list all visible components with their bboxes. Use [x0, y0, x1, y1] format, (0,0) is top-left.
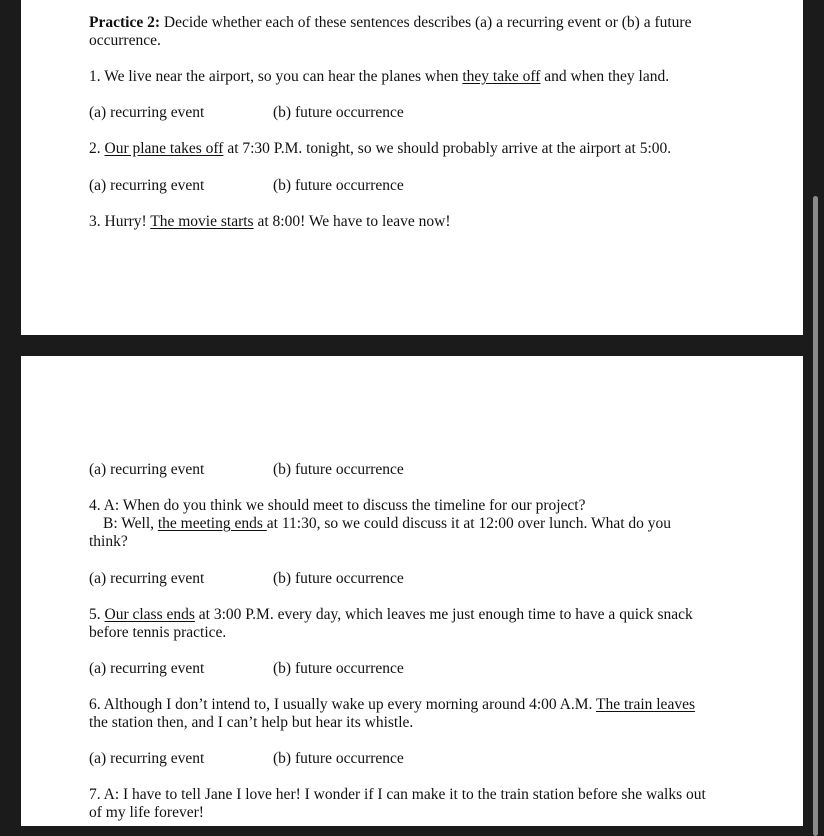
q4-option-a: (a) recurring event: [89, 570, 205, 587]
question-1-text-end: and when they land.: [540, 68, 670, 85]
question-1: [89, 68, 763, 86]
question-4-speaker-b: B: Well,: [103, 515, 158, 532]
question-4-underlined: the meeting ends: [157, 515, 267, 532]
q5-option-b: (b) future occurrence: [273, 660, 404, 677]
question-5: [89, 606, 763, 624]
question-6-line-2: the station then, and I can’t help but hear its whistle.: [89, 714, 414, 731]
q6-option-a: (a) recurring event: [89, 750, 205, 767]
q3-option-b: (b) future occurrence: [273, 461, 404, 478]
question-5-text: at 3:00 P.M. every day, which leaves me just enough time to have a quick snack: [194, 606, 693, 623]
instructions-text-continued: occurrence.: [89, 32, 161, 49]
q4-option-b: (b) future occurrence: [273, 570, 404, 587]
question-2: [89, 140, 763, 158]
q3-option-a: (a) recurring event: [89, 461, 205, 478]
question-7-line-1: 7. A: I have to tell Jane I love her! I wonder if I can make it to the train station before she walks out: [89, 786, 706, 803]
question-5-underlined: Our class ends: [104, 606, 195, 623]
q1-option-b: (b) future occurrence: [273, 104, 404, 121]
practice-title: Practice 2:: [89, 14, 160, 31]
question-5-number: 5.: [89, 606, 105, 623]
question-3-text: 3. Hurry!: [89, 213, 151, 230]
question-1-text: 1. We live near the airport, so you can hear the planes when: [89, 68, 463, 85]
question-4-text: at 11:30, so we could discuss it at 12:00 over lunch. What do you: [266, 515, 672, 532]
question-3-text-end: at 8:00! We have to leave now!: [253, 213, 451, 230]
q2-option-b: (b) future occurrence: [273, 177, 404, 194]
q1-option-a: (a) recurring event: [89, 104, 205, 121]
q5-option-a: (a) recurring event: [89, 660, 205, 677]
document-page-2: [21, 356, 803, 826]
q2-option-a: (a) recurring event: [89, 177, 205, 194]
question-6-underlined: The train leaves: [596, 696, 695, 713]
instructions-text: Decide whether each of these sentences describes (a) a recurring event or (b) a future: [160, 14, 692, 31]
question-1-underlined: they take off: [462, 68, 541, 85]
question-3-underlined: The movie starts: [150, 213, 254, 230]
question-2-underlined: Our plane takes off: [104, 140, 224, 157]
question-3: [89, 213, 763, 231]
practice-instructions: [89, 14, 763, 32]
q6-option-b: (b) future occurrence: [273, 750, 404, 767]
question-4-line-3: think?: [89, 533, 128, 550]
question-6-text: 6. Although I don’t intend to, I usually wake up every morning around 4:00 A.M.: [89, 696, 596, 713]
question-4-line-1: 4. A: When do you think we should meet to discuss the timeline for our project?: [89, 497, 586, 514]
question-5-line-2: before tennis practice.: [89, 624, 227, 641]
question-2-text: at 7:30 P.M. tonight, so we should probably arrive at the airport at 5:00.: [223, 140, 672, 157]
question-6: [89, 696, 763, 714]
question-4-line-2: [89, 515, 763, 533]
question-7-line-2: of my life forever!: [89, 804, 204, 821]
question-2-number: 2.: [89, 140, 105, 157]
vertical-scrollbar[interactable]: [813, 196, 818, 836]
document-page-1: [21, 0, 803, 335]
